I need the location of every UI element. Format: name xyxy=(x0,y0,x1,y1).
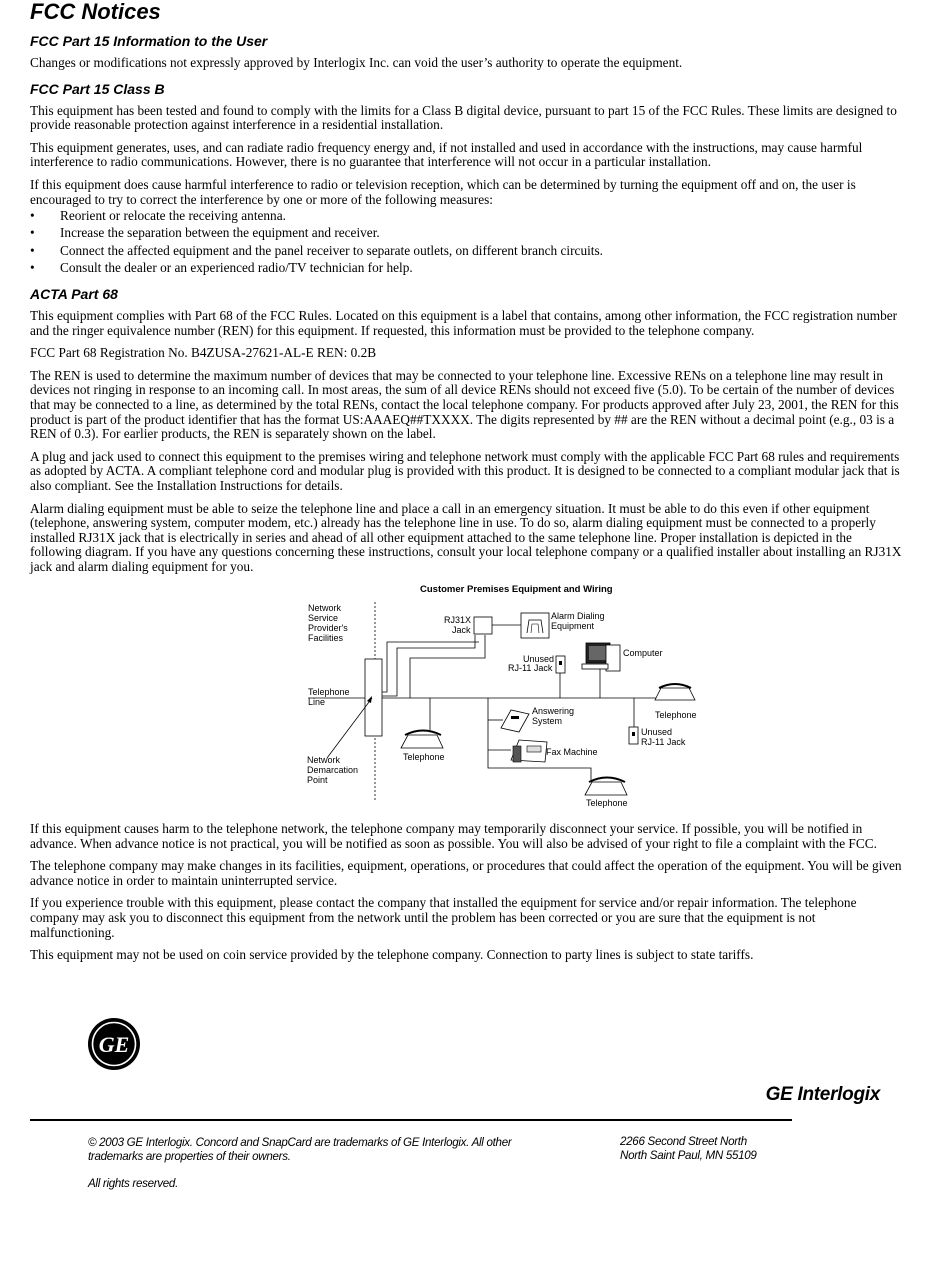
list-item xyxy=(30,242,902,259)
copyright-line: © 2003 GE Interlogix. Concord and SnapCard are trademarks of GE Interlogix. All other xyxy=(88,1136,512,1149)
label-unused-jack-b-2: RJ-11 Jack xyxy=(641,737,686,747)
label-alarm-1: Alarm Dialing xyxy=(551,611,605,621)
label-computer: Computer xyxy=(623,648,663,658)
list-item-text: Increase the separation between the equipment and receiver. xyxy=(60,225,380,241)
label-answering-1: Answering xyxy=(532,706,575,716)
label-telephone-line-1: Telephone xyxy=(308,687,350,697)
heading-part15-info: FCC Part 15 Information to the User xyxy=(30,33,268,49)
ge-logo-text: GE xyxy=(98,1032,130,1057)
paragraph: If this equipment does cause harmful interference to radio or television reception, which can be determined by turning the equipment off and on, the user is encouraged to try to correct the interference by one or more of the following measures: xyxy=(30,176,856,207)
label-answering-2: System xyxy=(532,716,563,726)
paragraph: The REN is used to determine the maximum number of devices that may be connected to your telephone line. Excessive RENs on a telephone line may result in devices not ringing in response to an incoming call. In most areas, the sum of all device RENs should not exceed five (5.0). To be certain of the number of devices that may be connected to a line, as determined by the total RENs, contact the local telephone company. For products approved after July 23, 2001, the REN for this product is part of the product identifier that has the format US:AAAEQ##TXXXX. The digits represented by ## are the REN without a decimal point (e.g., 03 is a REN of 0.3). For earlier products, the REN is separately shown on the label. xyxy=(30,367,899,442)
wire-return xyxy=(382,642,479,692)
heading-part15-classb: FCC Part 15 Class B xyxy=(30,80,165,97)
label-network-provider-1: Network xyxy=(308,603,342,613)
label-network-provider-4: Facilities xyxy=(308,633,344,643)
label-demarcation-3: Point xyxy=(307,775,328,785)
paragraph: This equipment has been tested and found to comply with the limits for a Class B digital device, pursuant to part 15 of the FCC Rules. These limits are designed to provide reasonable protection against interference in a residential installation. xyxy=(30,102,897,133)
bullet-glyph: • xyxy=(30,259,35,275)
paragraph: This equipment may not be used on coin service provided by the telephone company. Connection to party lines is subject to state tariffs. xyxy=(30,947,754,963)
diagram-title: Customer Premises Equipment and Wiring xyxy=(420,584,613,595)
registration-number: FCC Part 68 Registration No. B4ZUSA-27621-AL-E REN: 0.2B xyxy=(30,345,377,361)
label-unused-jack-a-1: Unused xyxy=(523,654,555,664)
bullet-glyph: • xyxy=(30,208,35,224)
list-item-text: Connect the affected equipment and the panel receiver to separate outlets, on different branch circuits. xyxy=(60,242,603,258)
list-item xyxy=(30,259,902,276)
wire-to-rj31x xyxy=(382,635,475,696)
fax-machine-icon xyxy=(511,740,547,762)
paragraph: A plug and jack used to connect this equipment to the premises wiring and telephone network must comply with the applicable FCC Part 68 rules and requirements as adopted by ACTA. A compliant telephone cord and modular plug is provided with this product. It is designed to be connected to a compliant modular jack that is also compliant. See the Installation Instructions for details. xyxy=(30,448,900,493)
label-rj31x-2: Jack xyxy=(452,625,471,635)
label-network-provider-3: Provider's xyxy=(308,623,348,633)
label-network-provider-2: Service xyxy=(308,613,339,623)
notices-body-lower xyxy=(30,822,902,971)
paragraph: Changes or modifications not expressly approved by Interlogix Inc. can void the user’s authority to operate the equipment. xyxy=(30,55,683,70)
label-fax: Fax Machine xyxy=(546,747,598,757)
label-unused-jack-a-2: RJ-11 Jack xyxy=(508,663,553,673)
label-unused-jack-b-1: Unused xyxy=(641,727,673,737)
page-title: FCC Notices xyxy=(30,0,161,24)
notices-body xyxy=(30,33,902,582)
heading-acta: ACTA Part 68 xyxy=(30,285,118,302)
brand-name: GE Interlogix xyxy=(765,1084,880,1105)
wiring-diagram xyxy=(275,580,705,815)
label-demarcation-2: Demarcation xyxy=(307,765,359,775)
label-telephone-bottom: Telephone xyxy=(586,798,628,808)
label-demarcation-1: Network xyxy=(307,755,341,765)
label-rj31x-1: RJ31X xyxy=(444,615,472,625)
answering-system-icon xyxy=(501,710,529,732)
paragraph: This equipment generates, uses, and can radiate radio frequency energy and, if not installed and used in accordance with the instructions, may cause harmful interference to radio communications. However, there is no guarantee that interference will not occur in a particular installation. xyxy=(30,139,863,170)
list-item-text: Consult the dealer or an experienced radio/TV technician for help. xyxy=(60,259,413,275)
address-line: 2266 Second Street North xyxy=(620,1135,747,1148)
address-line: North Saint Paul, MN 55109 xyxy=(620,1149,757,1162)
label-alarm-2: Equipment xyxy=(551,621,595,631)
telephone-left-icon xyxy=(401,731,443,749)
paragraph: If this equipment causes harm to the telephone network, the telephone company may temporarily disconnect your service. If possible, you will be notified in advance. When advance notice is not practical, you will be notified as soon as possible. You will also be advised of your right to file a complaint with the FCC. xyxy=(30,821,877,851)
label-telephone-right: Telephone xyxy=(655,710,697,720)
alarm-dialing-equipment-icon xyxy=(521,613,549,638)
list-item xyxy=(30,224,902,241)
rj31x-jack xyxy=(474,617,492,634)
wire-from-rj31x xyxy=(410,635,485,698)
paragraph: The telephone company may make changes in its facilities, equipment, operations, or procedures that could affect the operation of the equipment. You will be given advance notice in order to maintain uninterrupted service. xyxy=(30,858,902,888)
label-telephone-left: Telephone xyxy=(403,752,445,762)
bullet-glyph: • xyxy=(30,225,35,241)
copyright-line: trademarks are properties of their owners. xyxy=(88,1150,291,1163)
rights-reserved: All rights reserved. xyxy=(88,1177,179,1190)
paragraph: Alarm dialing equipment must be able to seize the telephone line and place a call in an emergency situation. It must be able to do this even if other equipment (telephone, answering system, computer modem, etc.) already has the telephone line in use. To do so, alarm dialing equipment must be connected to a properly installed RJ31X jack that is electrically in series and ahead of all other equipment attached to the same telephone line. Proper installation is depicted in the following diagram. If you have any questions concerning these instructions, consult your local telephone company or a qualified installer about installing an RJ31X jack and alarm dialing equipment for you. xyxy=(30,500,902,574)
computer-icon xyxy=(582,643,620,671)
measures-list xyxy=(30,207,902,276)
demarcation-box xyxy=(365,659,382,736)
telephone-right-icon xyxy=(655,684,695,700)
paragraph: This equipment complies with Part 68 of the FCC Rules. Located on this equipment is a label that contains, among other information, the FCC registration number and the ringer equivalence number (REN) for this equipment. If requested, this information must be provided to the telephone company. xyxy=(30,307,898,338)
bullet-glyph: • xyxy=(30,242,35,258)
label-telephone-line-2: Line xyxy=(308,697,326,707)
footer-divider xyxy=(30,1119,792,1121)
telephone-bottom-icon xyxy=(585,778,627,796)
ge-logo-icon xyxy=(87,1017,141,1071)
list-item-text: Reorient or relocate the receiving antenna. xyxy=(60,208,286,224)
address xyxy=(620,1135,757,1163)
list-item xyxy=(30,207,902,224)
copyright xyxy=(88,1136,528,1164)
paragraph: If you experience trouble with this equipment, please contact the company that installed the equipment for service and/or repair information. The telephone company may ask you to disconnect this equipment from the network until the problem has been corrected or you are sure that the equipment is not malfunctioning. xyxy=(30,895,857,940)
